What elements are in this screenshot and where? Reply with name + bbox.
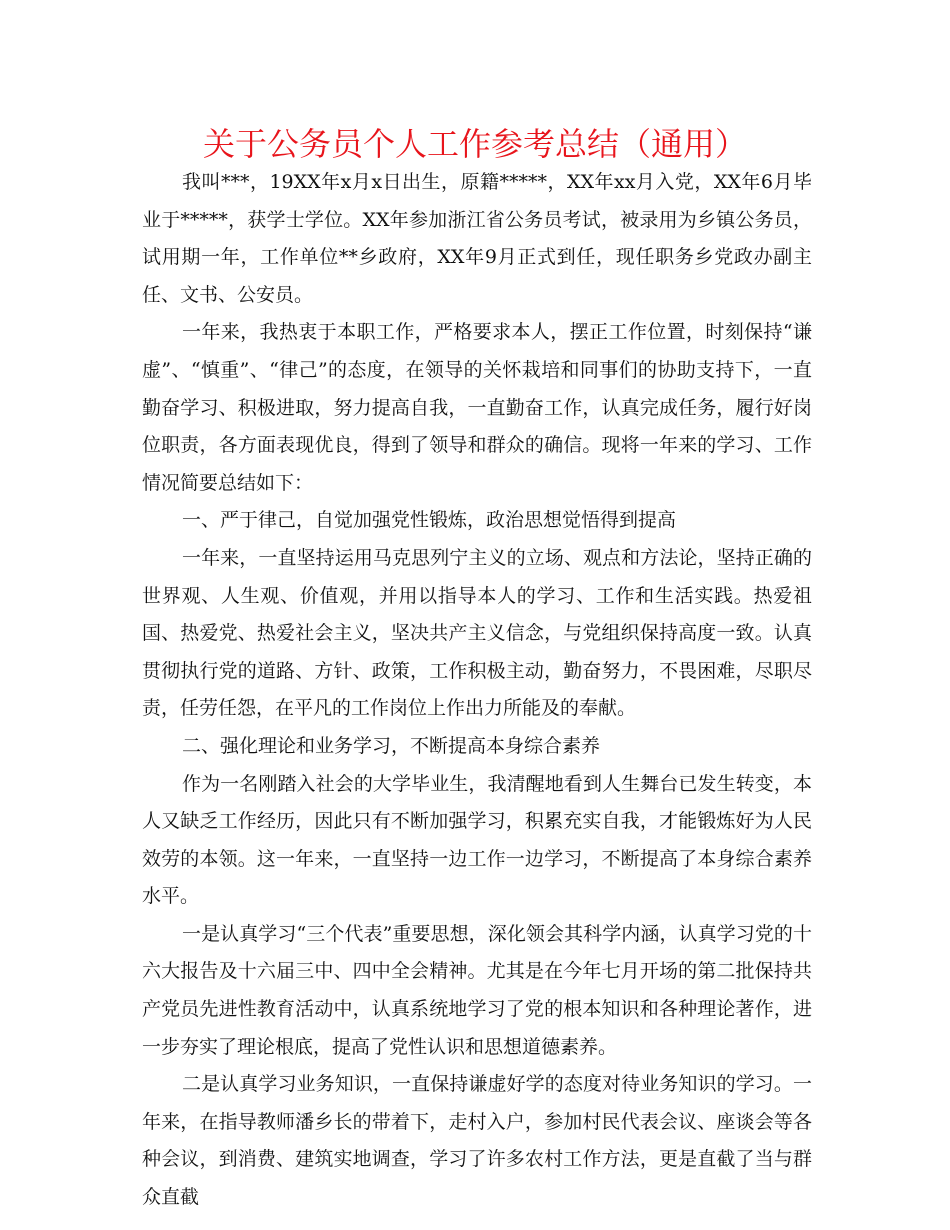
paragraph-intro: 我叫***，19XX年x月x日出生，原籍*****，XX年xx月入党，XX年6月毕业于*****，获学士学位。XX年参加浙江省公务员考试，被录用为乡镇公务员，试用期一年，工作单位**乡政府，XX年9月正式到任，现任职务乡党政办副主任、文书、公安员。 (142, 171, 812, 306)
document-body (142, 164, 812, 1217)
paragraph-overview: 一年来，我热衷于本职工作，严格要求本人，摆正工作位置，时刻保持“谦虚”、“慎重”、“律己”的态度，在领导的关怀栽培和同事们的协助支持下，一直勤奋学习、积极进取，努力提高自我，一直勤奋工作，认真完成任务，履行好岗位职责，各方面表现优良，得到了领导和群众的确信。现将一年来的学习、工作情况简要总结如下： (142, 321, 812, 494)
paragraph-section-1: 一年来，一直坚持运用马克思列宁主义的立场、观点和方法论，坚持正确的世界观、人生观、价值观，并用以指导本人的学习、工作和生活实践。热爱祖国、热爱党、热爱社会主义，坚决共产主义信念，与党组织保持高度一致。认真贯彻执行党的道路、方针、政策，工作积极主动，勤奋努力，不畏困难，尽职尽责，任劳任怨，在平凡的工作岗位上作出力所能及的奉献。 (142, 546, 812, 720)
section-heading-2: 二、强化理论和业务学习，不断提高本身综合素养 (182, 734, 601, 757)
paragraph-point-2: 二是认真学习业务知识，一直保持谦虚好学的态度对待业务知识的学习。一年来，在指导教师潘乡长的带着下，走村入户，参加村民代表会议、座谈会等各种会议，到消费、建筑实地调查，学习了许多农村工作方法，更是直截了当与群众直截 (142, 1073, 812, 1209)
document-title: 关于公务员个人工作参考总结（通用） (202, 125, 747, 163)
paragraph-section-2: 作为一名刚踏入社会的大学毕业生，我清醒地看到人生舞台已发生转变，本人又缺乏工作经历，因此只有不断加强学习，积累充实自我，才能锻炼好为人民效劳的本领。这一年来，一直坚持一边工作一边学习，不断提高了本身综合素养水平。 (142, 772, 812, 908)
section-heading-1: 一、严于律己，自觉加强党性锻炼，政治思想觉悟得到提高 (182, 509, 677, 532)
paragraph-point-1: 一是认真学习“三个代表”重要思想，深化领会其科学内涵，认真学习党的十六大报告及十六届三中、四中全会精神。尤其是在今年七月开场的第二批保持共产党员先进性教育活动中，认真系统地学习了党的根本知识和各种理论著作，进一步夯实了理论根底，提高了党性认识和思想道德素养。 (142, 922, 812, 1058)
